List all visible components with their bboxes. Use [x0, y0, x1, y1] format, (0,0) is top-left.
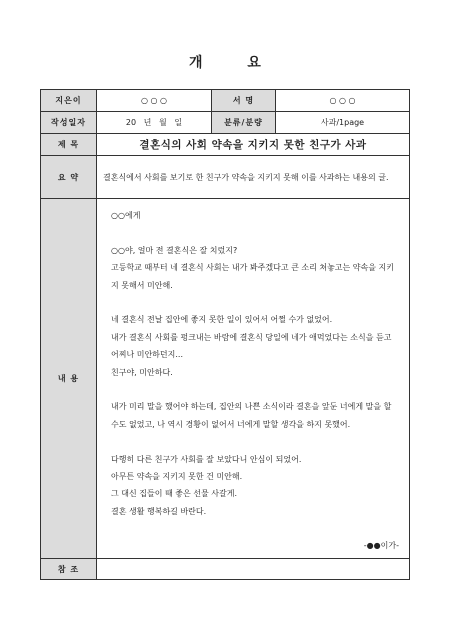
reference-label: 참 조	[41, 559, 97, 580]
row-content	[41, 199, 410, 559]
signature-value: ○ ○ ○	[276, 90, 410, 112]
content-body	[97, 199, 409, 558]
content-line: 내가 결혼식 사회를 펑크내는 바람에 결혼식 당일에 네가 애먹었다는 소식을 듣고 어찌나 미안하던지...	[111, 332, 392, 360]
subject-label: 제 목	[41, 134, 97, 156]
content-line: 다행히 다른 친구가 사회를 잘 보았다니 안심이 되었어.	[111, 454, 302, 464]
row-summary	[41, 156, 410, 199]
author-label: 지은이	[41, 90, 97, 112]
content-line: ○○야, 얼마 전 결혼식은 잘 치렀지?	[111, 245, 238, 255]
content-label: 내 용	[41, 199, 97, 559]
summary-label: 요 약	[41, 156, 97, 199]
category-value: 사과/1page	[276, 112, 410, 134]
content-line: 친구야, 미안하다.	[111, 367, 173, 377]
category-label: 분류/분량	[212, 112, 276, 134]
content-line: 내가 미리 말을 했어야 하는데, 집안의 나쁜 소식이라 결혼을 앞둔 너에게 말을 할 수도 없었고, 나 역시 경황이 없어서 너에게 말할 생각을 하지 못했어.	[111, 402, 392, 429]
row-author	[41, 90, 410, 112]
row-subject	[41, 134, 410, 156]
document-title: 개 요	[189, 55, 281, 71]
content-line: 그 대신 집들이 때 좋은 선물 사갈게.	[111, 489, 237, 499]
row-date	[41, 112, 410, 134]
content-cell	[97, 199, 410, 559]
content-line: ○○에게	[111, 211, 141, 220]
content-signature: -●●이가-	[363, 540, 399, 550]
date-label: 작성일자	[41, 112, 97, 134]
content-line: 네 결혼식 전날 집안에 좋지 못한 일이 있어서 어쩔 수가 없었어.	[111, 315, 333, 325]
content-line: 결혼 생활 행복하길 바란다.	[111, 506, 207, 516]
row-reference	[41, 559, 410, 580]
content-line: 아무튼 약속을 지키지 못한 건 미안해.	[111, 472, 243, 482]
reference-value	[97, 559, 410, 580]
summary-value: 결혼식에서 사회를 보기로 한 친구가 약속을 지키지 못해 이를 사과하는 내용의 글.	[97, 156, 410, 199]
signature-label: 서 명	[212, 90, 276, 112]
content-line: 고등학교 때부터 네 결혼식 사회는 내가 봐주겠다고 큰 소리 쳐놓고는 약속을 지키지 못해서 미안해.	[111, 263, 394, 290]
subject-value: 결혼식의 사회 약속을 지키지 못한 친구가 사과	[97, 134, 410, 156]
author-value: ○ ○ ○	[97, 90, 212, 112]
date-value: 20 년 월 일	[97, 112, 212, 134]
summary-form-table	[40, 89, 410, 580]
